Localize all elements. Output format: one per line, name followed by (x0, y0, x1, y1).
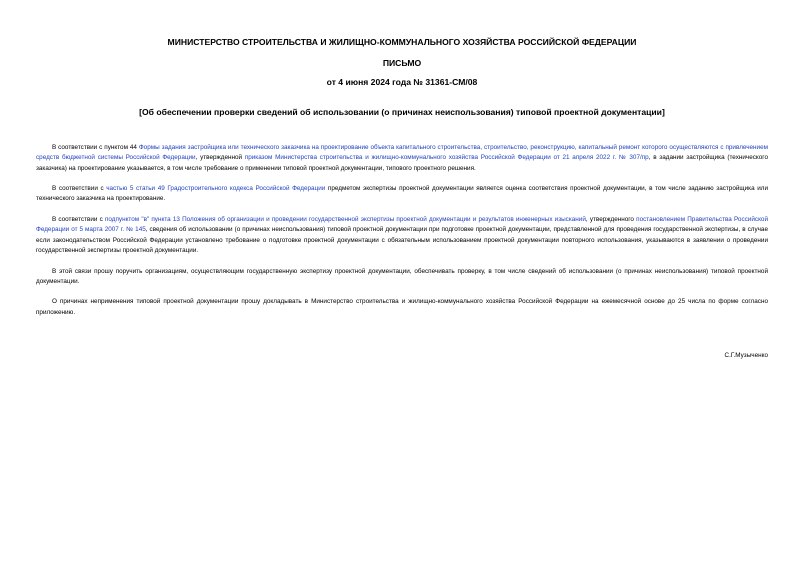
paragraph-3-text-3: , сведения об использовании (о причинах неиспользования) типовой проектной документации при подготовке проектной документации, представленной для проведения государственной экспертизы, в случае если законодательством Российской Федерации установлено требование о подготовке проектной документации с обязательным использованием проектной документации повторного использования, указываются в заявлении о проведении государственной экспертизы проектной документации. (36, 226, 768, 254)
document-date-number: от 4 июня 2024 года № 31361-СМ/08 (326, 77, 478, 87)
signature: С.Г.Музыченко (724, 352, 768, 359)
paragraph-3-text-2: , утвержденного (585, 216, 637, 224)
link-expertise-regulation[interactable]: подпунктом "в" пункта 13 Положения об организации и проведении государственной экспертизы проектной документации и результатов инженерных изысканий (104, 216, 586, 224)
document-subject: [Об обеспечении проверки сведений об использовании (о причинах неиспользования) типовой проектной документации] (139, 107, 665, 117)
paragraph-1-text-1: В соответствии с пунктом 44 (52, 144, 139, 151)
paragraph-1 (36, 143, 768, 174)
paragraph-3-text-1: В соответствии с (52, 216, 105, 224)
link-urban-code[interactable]: частью 5 статьи 49 Градостроительного кодекса Российской Федерации (106, 185, 326, 193)
paragraph-4-text-1: В этой связи прошу поручить организациям, осуществляющим государственную экспертизу проектной документации, обеспечивать проверку, в том числе сведений об использовании (о причинах неиспользования) типовой проектной документации. (36, 267, 768, 285)
paragraph-1-text-3: , в задании застройщика (технического заказчика) на проектирование указывается, в том числе требование о применении типовой проектной документации, типового проектного решения. (36, 154, 768, 172)
paragraph-5-text-1: О причинах неприменения типовой проектной документации прошу докладывать в Министерство строительства и жилищно-коммунального хозяйства Российской Федерации на ежемесячной основе до 25 числа по форме согласно приложению. (36, 298, 768, 316)
ministry-title: МИНИСТЕРСТВО СТРОИТЕЛЬСТВА И ЖИЛИЩНО-КОММУНАЛЬНОГО ХОЗЯЙСТВА РОССИЙСКОЙ ФЕДЕРАЦИИ (167, 37, 637, 47)
paragraph-2-text-1: В соответствии с (52, 185, 107, 193)
link-government-decree[interactable]: постановлением Правительства Российской Федерации от 5 марта 2007 г. № 145 (36, 216, 768, 234)
document-type: ПИСЬМО (382, 58, 422, 68)
paragraph-2-text-2: предметом экспертизы проектной документации является оценка соответствия проектной документации, в том числе заданию застройщика или технического заказчика на проектирование. (36, 185, 768, 203)
link-minstroy-order[interactable]: приказом Министерства строительства и жилищно-коммунального хозяйства Российской Федерации от 21 апреля 2022 г. № 307/пр (244, 154, 649, 162)
paragraph-2 (36, 184, 768, 205)
link-task-form[interactable]: Формы задания застройщика или технического заказчика на проектирование объекта капитального строительства, строительство, реконструкцию, капитальный ремонт которого осуществляются с привлечением средств бюджетной системы Российской Федерации (36, 144, 768, 162)
paragraph-5 (36, 297, 768, 318)
paragraph-3 (36, 215, 768, 256)
paragraph-1-text-2: , утвержденной (195, 154, 245, 162)
paragraph-4 (36, 267, 768, 288)
document-body (36, 143, 768, 328)
